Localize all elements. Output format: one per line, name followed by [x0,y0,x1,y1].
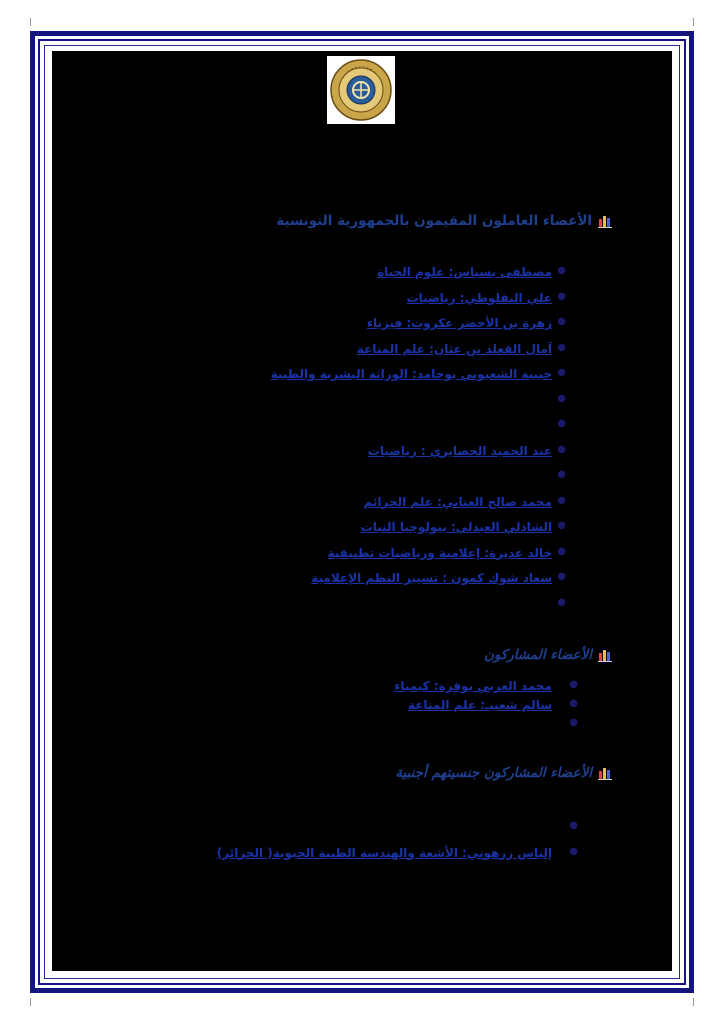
books-icon [598,648,612,662]
member-link[interactable]: محمد صالح العنابي: علم الجرائم [363,494,552,509]
crop-mark [30,998,31,1006]
list-item [271,258,566,284]
list-item-empty [271,590,566,616]
bullet-icon: ● [557,265,566,276]
list-item-empty [271,386,566,412]
section-heading-resident-members [276,213,612,229]
member-link[interactable]: مصطفى بسباس: علوم الحياة [377,265,552,279]
bullet-icon: ● [569,820,578,831]
list-item [271,309,566,335]
list-item [271,513,566,539]
member-link[interactable]: سعاد شوك كمون : تسيير النظم الإعلامية [311,571,552,585]
seal-icon [329,58,393,122]
list-item [216,839,578,865]
list-item-empty [217,813,578,839]
list-item-empty [394,713,578,732]
member-link[interactable]: إلياس زرهوني: الأشعة والهندسة الطبية الحيوية( الجزائر) [216,845,552,860]
member-link[interactable]: الشاذلي العبدلي: بيولوجيا النبات [360,520,552,534]
section-heading-text: الأعضاء المشاركون [483,647,592,663]
list-item [394,675,578,694]
member-link[interactable]: علي البقلوطي: رياضيات [406,290,552,305]
list-item [271,564,566,590]
bullet-icon: ● [557,316,566,327]
list-item-empty [271,462,566,488]
bullet-icon: ● [557,545,566,557]
page-content [52,51,672,971]
section-heading-foreign-members [395,765,612,781]
crop-mark [693,998,694,1006]
bullet-icon: ● [569,698,578,709]
list-item [271,539,566,565]
bullet-icon: ● [569,679,578,690]
bullet-icon: ● [557,520,566,531]
member-link[interactable]: آمال القعلد بن عثان: علم المناعة [356,341,552,356]
list-item [394,694,578,713]
bullet-icon: ● [557,596,566,608]
list-item [270,360,566,386]
member-link[interactable]: خالد غديرة: إعلامية ورياضيات تطبيقية [327,545,552,560]
associate-members-list [394,675,578,732]
crop-mark [693,18,694,26]
list-item [271,335,566,361]
list-item [271,437,566,463]
bullet-icon: ● [557,392,566,404]
section-heading-text: الأعضاء المشاركون جنسيتهم أجنبية [395,765,592,781]
section-heading-text: الأعضاء العاملون المقيمون بالجمهورية التونسية [276,213,592,229]
books-icon [598,766,612,780]
member-link[interactable]: محمد العربي بوقرة: كيمياء [394,679,552,693]
foreign-members-list [216,813,578,864]
bullet-icon: ● [569,845,578,857]
bullet-icon: ● [557,443,566,455]
bullet-icon: ● [557,571,566,582]
member-link[interactable]: زهرة بن الأخضر عكروت: فيزياء [366,316,552,330]
section-heading-associate-members [484,647,612,663]
bullet-icon: ● [557,290,566,302]
books-icon [598,214,612,228]
member-link[interactable]: حبيبة الشعبوني بوحامد: الوراثة البشرية والطبية [270,367,552,381]
member-link[interactable]: سالم شعبيـ: علم المناعة [407,698,552,712]
resident-members-list [270,258,566,615]
member-link[interactable]: عبد الحميد الحصايري : رياضيات [367,443,552,458]
institution-logo [327,56,395,124]
list-item [271,284,566,310]
list-item [271,488,566,514]
bullet-icon: ● [557,494,566,506]
bullet-icon: ● [557,367,566,378]
crop-mark [30,18,31,26]
bullet-icon: ● [557,469,566,480]
list-item-empty [271,411,566,437]
bullet-icon: ● [557,418,566,429]
bullet-icon: ● [569,717,578,728]
bullet-icon: ● [557,341,566,353]
